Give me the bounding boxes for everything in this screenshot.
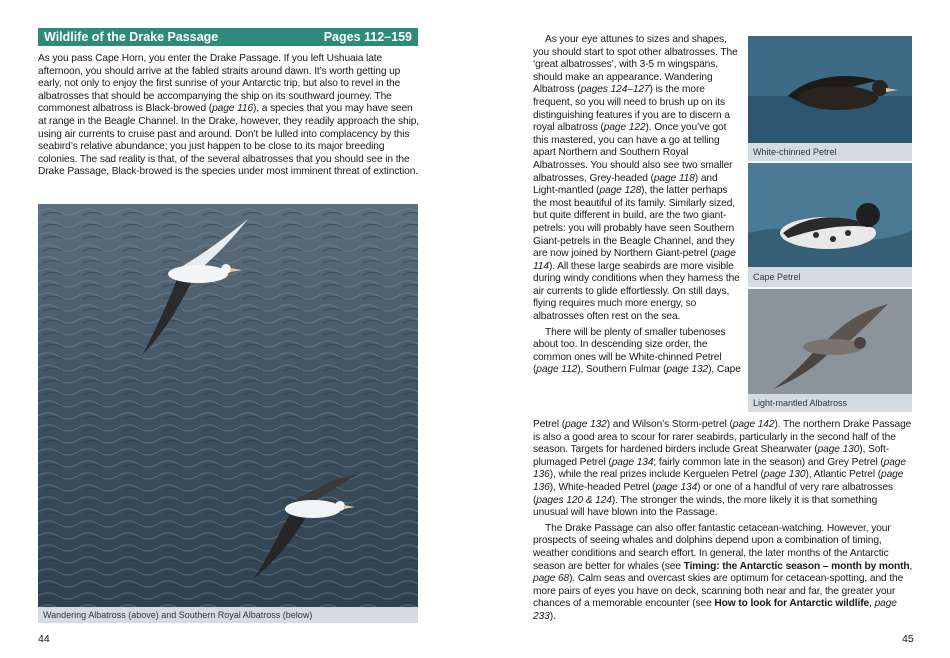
caption-light-mantled-albatross: Light-mantled Albatross [748, 394, 912, 412]
albatross-photo [38, 204, 418, 607]
albatross-paragraph: As your eye attunes to sizes and shapes, you should start to spot other albatrosses. The ‘great albatrosses’, with 3-5 m wingspans, should make an appearance. Wandering Albatross (pages 124–127) is the more frequent, so you will need to brush up on its distinguishing features if you are to discern a royal albatross (page 122). Once you’ve got this mastered, you can have a go at telling apart Northern and Southern Royal Albatrosses. You should also see two smaller albatrosses, Grey-headed (page 118) and Light-mantled (page 128), the latter perhaps the most beautiful of its family. Similarly sized, but quite different in build, are the two giant-petrels: you will probably have seen Southern Giant-petrels in the Beagle Channel, and they are now joined by Northern Giant-petrel (page 114). All these large seabirds are more visible during windy conditions when they harness the air currents to glide effortlessly. On still days, flying requires much more energy, so albatrosses often rest on the sea. [533, 34, 740, 323]
page-number: 44 [38, 633, 50, 645]
section-title: Wildlife of the Drake Passage [44, 30, 219, 44]
light-mantled-albatross-photo [748, 289, 912, 394]
cape-petrel-photo [748, 163, 912, 267]
sea-image [38, 204, 418, 607]
intro-paragraph: As you pass Cape Horn, you enter the Drake Passage. If you left Ushuaia late afternoon, you should arrive at the fabled straits around dawn. It’s worth getting up early, not only to enjoy the first sunrise of your Antarctic trip, but also to revel in the albatrosses that should be accompanying the ship on its southward journey. The commonest albatross is Black-browed (page 116), a species that you may have seen at range in the Beagle Channel. In the Drake, however, they readily approach the ship, using air currents to cruise past and around. Don’t be lulled into complacency by this seabird’s relative abundance; you just happen to be close to its major breeding colonies. The sad reality is that, of the several albatrosses that you should see in the Drake Passage, Black-browed is the species under most imminent threat of extinction. [38, 53, 420, 178]
white-chinned-petrel-photo [748, 36, 912, 143]
right-full-width-text [533, 419, 913, 627]
photo-caption: Wandering Albatross (above) and Southern Royal Albatross (below) [38, 607, 418, 623]
right-column-text [533, 34, 741, 380]
page-number: 45 [902, 633, 914, 645]
tubenoses-paragraph: There will be plenty of smaller tubenoses about too. In descending size order, the common ones will be White-chinned Petrel (page 112), Southern Fulmar (page 132), Cape [533, 326, 741, 376]
caption-cape-petrel: Cape Petrel [748, 267, 912, 287]
rarer-seabirds-paragraph: Petrel (page 132) and Wilson’s Storm-petrel (page 142). The northern Drake Passage is also a good area to scour for rarer seabirds, particularly in the second half of the season. Targets for hardened birders include Great Shearwater (page 130), Soft-plumaged Petrel (page 134; fairly common late in the season) and Grey Petrel (page 136), while the real prizes include Kerguelen Petrel (page 130), Atlantic Petrel (page 136), White-headed Petrel (page 134) or one of a handful of very rare albatrosses (pages 120 & 124). The stronger the winds, the more likely it is that something unusual will have blown into the Passage. [533, 419, 912, 519]
section-page-range: Pages 112–159 [323, 30, 412, 44]
caption-white-chinned-petrel: White-chinned Petrel [748, 143, 912, 161]
cetacean-paragraph: The Drake Passage can also offer fantastic cetacean-watching. However, your prospects of seeing whales and dolphins depend upon a combination of timing, weather conditions and search effort. In general, the later months of the Antarctic season are better for whales (see Timing: the Antarctic season – month by month, page 68). Calm seas and overcast skies are optimum for cetacean-spotting, and the more pairs of eyes you have on deck, scanning both near and far, the greater your chances of a memorable encounter (see How to look for Antarctic wildlife, page 233). [533, 522, 913, 622]
right-page [475, 0, 950, 658]
section-header [38, 28, 418, 46]
